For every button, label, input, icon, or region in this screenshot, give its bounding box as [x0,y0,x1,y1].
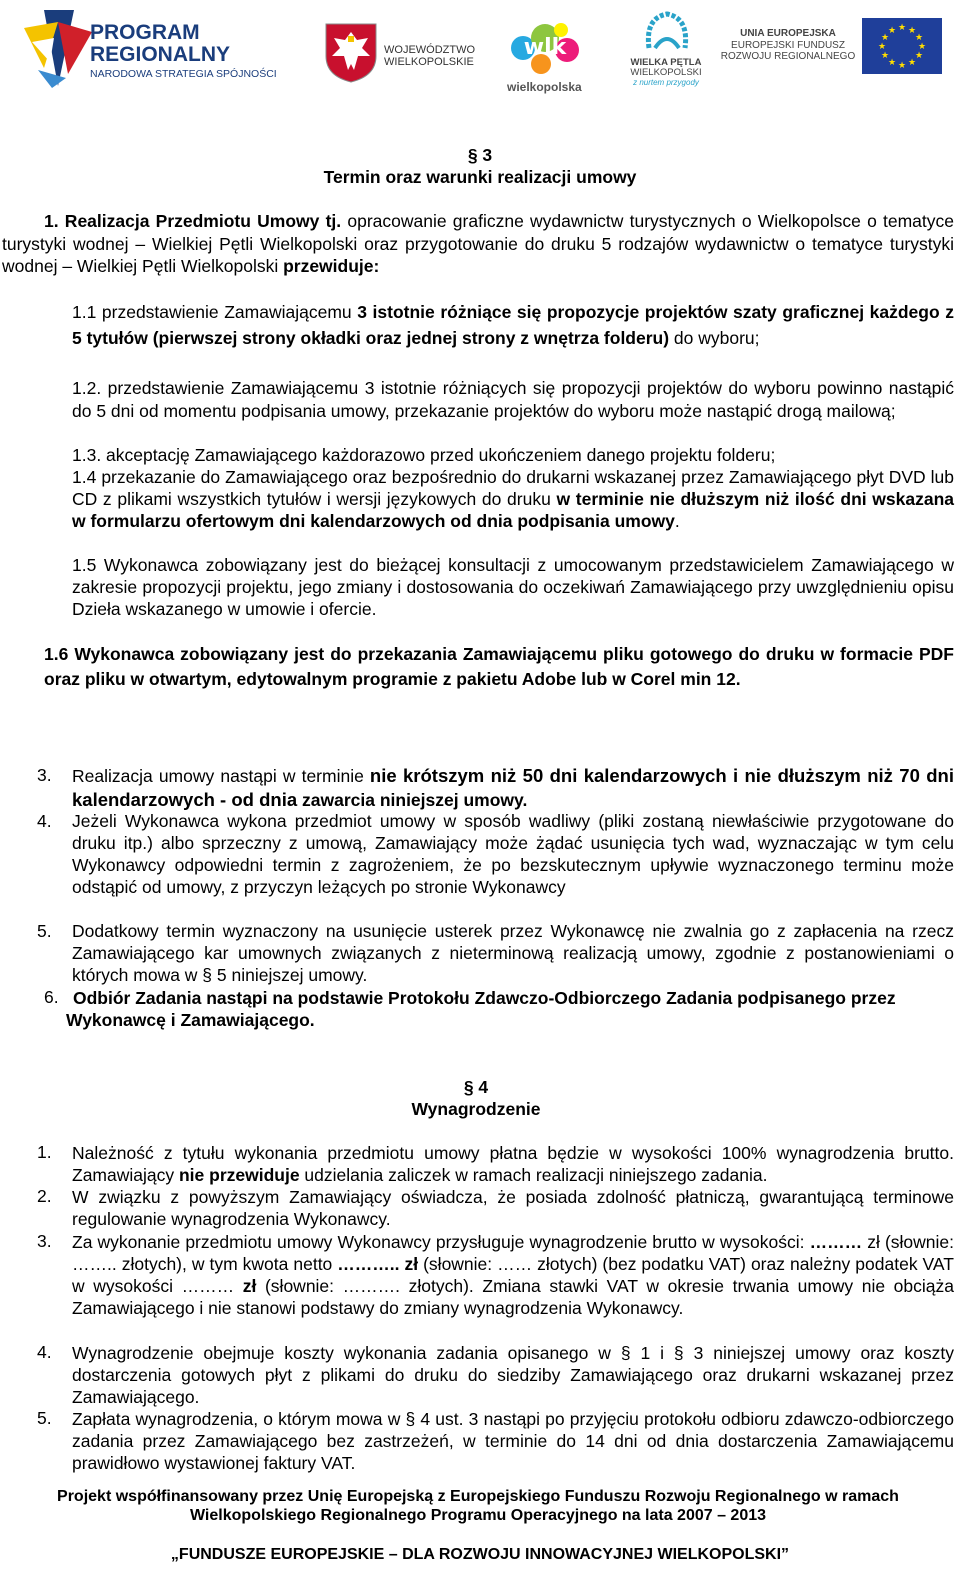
svg-text:wlk: wlk [523,35,567,60]
svg-text:★: ★ [887,58,897,68]
program-regionalny-emblem-icon [22,8,94,88]
header-logos [0,0,960,100]
svg-text:★: ★ [907,26,917,36]
s4-item-3-b: ……… [809,1232,863,1252]
svg-text:★: ★ [897,61,907,71]
item-1-1 [72,300,954,351]
s4-item-3-d: ……….. zł [337,1254,419,1274]
program-regionalny-title: PROGRAM REGIONALNY [90,21,231,66]
svg-text:★: ★ [914,51,924,61]
s4-item-3-a: Za wykonanie przedmiotu umowy Wykonawcy przysługuje wynagrodzenie brutto w wysokości: [72,1232,810,1252]
s4-item-1-text [72,1142,954,1186]
knot-icon [641,8,693,54]
item-1-4 [72,466,954,532]
s4-item-3-e: (słownie: …… złotych) (bez podatku VAT) oraz należny podatek VAT w wysokości ……… [72,1254,954,1296]
s4-item-1-c: udzielania zaliczek w ramach realizacji niniejszego zadania. [299,1165,768,1185]
svg-text:★: ★ [880,51,890,61]
program-regionalny-subtitle: NARODOWA STRATEGIA SPÓJNOŚCI [90,68,277,80]
item-1-4-end: . [674,511,680,531]
svg-text:★: ★ [907,58,917,68]
footer-line-2: Wielkopolskiego Regionalnego Programu Operacyjnego na lata 2007 – 2013 [189,1507,767,1524]
ue-logo [720,18,945,78]
wielkopolska-text: wielkopolska [507,80,582,94]
item-5-number: 5. [37,921,52,941]
item-4-text: Jeżeli Wykonawca wykona przedmiot umowy w sposób wadliwy (pliki zostaną niewłaściwie przygotowane do druku itp.) albo sprzeczny z umową, Zamawiający może żądać usunięcia tych wad, wyznaczając w tym celu Wykonawcy odpowiedni termin z zagrożeniem, że po bezskutecznym upływie wyznaczonego terminu może odstąpić od umowy, z przyczyn leżących po stronie Wykonawcy [72,811,954,897]
item-1-3: 1.3. akceptację Zamawiającego każdorazowo przed ukończeniem danego projektu folderu; [72,445,776,465]
s4-item-2-number: 2. [37,1186,52,1206]
item-3-b: nie krótszym niż 50 dni kalendarzowych i nie dłuższym niż 70 dni kalendarzowych - od dnia [72,765,954,810]
wojewodztwo-text: WOJEWÓDZTWO WIELKOPOLSKIE [384,44,476,68]
s4-item-1-a: Należność z tytułu wykonania przedmiotu umowy płatna będzie w wysokości 100% wynagrodzenia brutto. Zamawiający [72,1143,954,1185]
item-3-number: 3. [37,765,52,785]
item-1-2: 1.2. przedstawienie Zamawiającemu 3 istotnie różniących się propozycji projektów do wyboru powinno nastąpić do 5 dni od momentu podpisania umowy, przekazanie projektów do wyboru może nastąpić drogą mailową; [72,378,954,421]
eu-flag-icon [862,18,942,74]
ue-text: UNIA EUROPEJSKA EUROPEJSKI FUNDUSZ ROZWOJU REGIONALNEGO [720,28,856,62]
paragraph-1 [2,210,954,278]
footer-line-1: Projekt współfinansowany przez Unię Europejską z Europejskiego Funduszu Rozwoju Regionalnego w ramach [57,1488,899,1505]
s4-item-1-b: nie przewiduje [178,1165,300,1185]
item-3-c: zawarcia niniejszej umowy. [297,790,528,810]
wojewodztwo-logo [324,22,484,84]
svg-text:★: ★ [917,42,927,52]
section-4-title: Wynagrodzenie [411,1099,541,1119]
footer-cofinancing [0,1487,956,1525]
item-1-1-bold: 3 istotnie różniące się propozycje projektów szaty graficznej każdego z 5 tytułów (pierwszej strony okładki oraz jednej strony z wnętrza folderu) [72,302,954,348]
item-3-text [72,764,954,812]
section-4-symbol: § 4 [463,1077,489,1097]
s4-item-3-number: 3. [37,1231,52,1251]
paragraph-1-text: opracowanie graficzne wydawnictw turystycznych o Wielkopolsce o tematyce turystyki wodnej – Wielkiej Pętli Wielkopolski oraz przygotowanie do druku 5 rodzajów wydawnictw o tematyce turystyki wodnej – Wielkiej Pętli Wielkopolski [2,211,955,276]
s4-item-4-text: Wynagrodzenie obejmuje koszty wykonania zadania opisanego w § 1 i § 3 niniejszej umowy oraz koszty dostarczenia gotowych płyt z plikami do druku do siedziby Zamawiającego oraz drukarni wskazanej przez Zamawiającego. [72,1343,954,1407]
s4-item-1-number: 1. [37,1142,52,1162]
item-1-4-bold: w terminie nie dłuższym niż ilość dni wskazana w formularzu ofertowym dni kalendarzowych od dnia podpisania umowy [72,489,954,531]
s4-item-3-text [72,1231,954,1319]
item-1-1-end: do wyboru; [669,327,760,348]
s4-item-3-g: (słownie: ………. złotych). Zmiana stawki VAT w okresie trwania umowy nie obciąża Zamawiającego i nie stanowi podstawy do zmiany wynagrodzenia Wykonawcy. [72,1276,954,1318]
section-3-title: Termin oraz warunki realizacji umowy [323,167,637,187]
program-regionalny-logo [22,8,277,88]
item-6-number: 6. [44,987,59,1007]
s4-item-3-c: zł (słownie: …….. złotych), w tym kwota netto [72,1232,954,1274]
s4-item-5-text: Zapłata wynagrodzenia, o którym mowa w § 4 ust. 3 nastąpi po przyjęciu protokołu odbioru zdawczo-odbiorczego zadania przez Zamawiającego bez zastrzeżeń, w terminie do 14 dni od dnia dostarczenia Zamawiającemu prawidłowo wystawionej faktury VAT. [72,1409,954,1473]
wielkopolska-logo [505,18,585,96]
s4-item-5-number: 5. [37,1408,52,1428]
item-1-1-text: 1.1 przedstawienie Zamawiającemu [72,302,358,322]
paragraph-1-end: przewiduje: [283,256,380,276]
coat-of-arms-icon [324,22,378,84]
s4-item-3-f: zł [242,1276,257,1296]
item-1-4-text: 1.4 przekazanie do Zamawiającego oraz bezpośrednio do drukarni wskazanej przez Zamawiającego płyt DVD lub CD z plikami wszystkich tytułów i wersji językowych do druku [72,467,954,509]
wielkopolska-emblem-icon [505,18,585,80]
item-1-6: 1.6 Wykonawca zobowiązany jest do przekazania Zamawiającemu pliku gotowego do druku w formacie PDF oraz pliku w otwartym, edytowalnym programie z pakietu Adobe lub w Corel min 12. [44,644,954,689]
svg-text:★: ★ [914,33,924,43]
svg-text:★: ★ [877,42,887,52]
section-3-heading [0,144,960,188]
item-6-text: Odbiór Zadania nastąpi na podstawie Protokołu Zdawczo-Odbiorczego Zadania podpisanego przez Wykonawcę i Zamawiającego. [66,988,896,1030]
section-3-symbol: § 3 [467,145,493,165]
footer-slogan: „FUNDUSZE EUROPEJSKIE – DLA ROZWOJU INNOWACYJNEJ WIELKOPOLSKI” [170,1546,790,1563]
svg-text:★: ★ [880,33,890,43]
item-1-5: 1.5 Wykonawca zobowiązany jest do bieżącej konsultacji z umocowanym przedstawicielem Zamawiającego w zakresie propozycji projektu, jego zmiany i dostosowania do oczekiwań Zamawiającego przy uwzględnieniu opisu Dzieła wskazanego w umowie i ofercie. [72,555,954,619]
wielka-petla-logo [623,8,713,92]
svg-text:★: ★ [887,26,897,36]
svg-text:★: ★ [897,23,907,33]
item-3-a: Realizacja umowy nastąpi w terminie [72,766,370,786]
s4-item-4-number: 4. [37,1342,52,1362]
paragraph-1-lead: 1. Realizacja Przedmiotu Umowy tj. [44,211,342,231]
item-4-number: 4. [37,811,52,831]
wielka-petla-text: WIELKA PĘTLA WIELKOPOLSKI z nurtem przygody [630,57,702,87]
item-5-text: Dodatkowy termin wyznaczony na usunięcie usterek przez Wykonawcę nie zwalnia go z zapłacenia na rzecz Zamawiającego kar umownych związanych z nieterminową realizacją umowy, zgodnie z postanowieniami o których mowa w § 5 niniejszej umowy. [72,921,954,985]
s4-item-2-text: W związku z powyższym Zamawiający oświadcza, że posiada zdolność płatniczą, gwarantującą terminowe regulowanie wynagrodzenia Wykonawcy. [72,1187,954,1229]
section-4-heading [0,1076,952,1120]
